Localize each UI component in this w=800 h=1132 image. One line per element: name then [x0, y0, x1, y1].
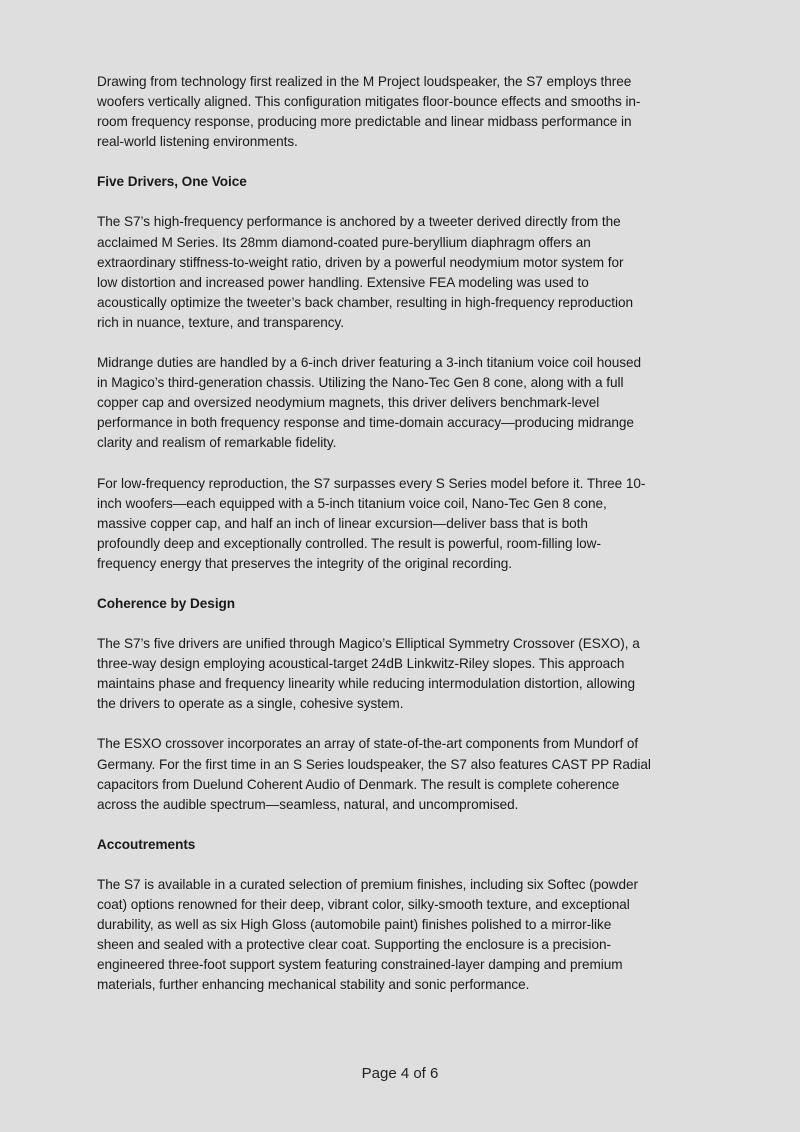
text-line: sheen and sealed with a protective clear coat. Supporting the enclosure is a precision-: [97, 937, 612, 953]
text-line: For low-frequency reproduction, the S7 surpasses every S Series model before it. Three 10-: [97, 475, 646, 491]
text-line: profoundly deep and exceptionally controlled. The result is powerful, room-filling low-: [97, 535, 601, 551]
text-line: The S7’s high-frequency performance is anchored by a tweeter derived directly from the: [97, 214, 621, 230]
text-line: real-world listening environments.: [97, 134, 298, 150]
text-line: materials, further enhancing mechanical stability and sonic performance.: [97, 977, 530, 993]
text-line: The S7’s five drivers are unified through Magico’s Elliptical Symmetry Crossover (ESXO), a: [97, 636, 640, 652]
text-line: durability, as well as six High Gloss (automobile paint) finishes polished to a mirror-like: [97, 917, 612, 933]
page-content: [97, 72, 737, 1015]
text-line: engineered three-foot support system featuring constrained-layer damping and premium: [97, 957, 623, 973]
text-line: in Magico’s third-generation chassis. Utilizing the Nano-Tec Gen 8 cone, along with a full: [97, 375, 624, 391]
text-line: maintains phase and frequency linearity while reducing intermodulation distortion, allowing: [97, 676, 635, 692]
text-line: The S7 is available in a curated selection of premium finishes, including six Softec (powder: [97, 876, 638, 892]
text-line: extraordinary stiffness-to-weight ratio, driven by a powerful neodymium motor system for: [97, 254, 624, 270]
text-line: The ESXO crossover incorporates an array of state-of-the-art components from Mundorf of: [97, 736, 639, 752]
text-line: acclaimed M Series. Its 28mm diamond-coated pure-beryllium diaphragm offers an: [97, 234, 591, 250]
text-line: Drawing from technology first realized in the M Project loudspeaker, the S7 employs three: [97, 74, 632, 89]
paragraph: [97, 875, 737, 996]
text-line: performance in both frequency response and time-domain accuracy—producing midrange: [97, 415, 634, 431]
text-line: Midrange duties are handled by a 6-inch driver featuring a 3-inch titanium voice coil housed: [97, 355, 641, 371]
text-line: across the audible spectrum—seamless, natural, and uncompromised.: [97, 796, 519, 812]
section-heading: [97, 172, 737, 192]
heading-text: Five Drivers, One Voice: [97, 174, 247, 190]
text-line: massive copper cap, and half an inch of linear excursion—deliver bass that is both: [97, 515, 588, 531]
page-number: Page 4 of 6: [361, 1065, 439, 1082]
text-line: coat) options renowned for their deep, vibrant color, silky-smooth texture, and exceptional: [97, 897, 630, 912]
text-line: copper cap and oversized neodymium magnets, this driver delivers benchmark-level: [97, 395, 600, 411]
heading-text: Accoutrements: [97, 836, 196, 852]
text-line: three-way design employing acoustical-target 24dB Linkwitz-Riley slopes. This approach: [97, 656, 625, 672]
paragraph: [97, 734, 737, 814]
text-line: frequency energy that preserves the integrity of the original recording.: [97, 555, 513, 571]
paragraph: [97, 634, 737, 714]
section-heading: [97, 594, 737, 614]
heading-text: Coherence by Design: [97, 595, 236, 611]
text-line: acoustically optimize the tweeter’s back chamber, resulting in high-frequency reproduction: [97, 294, 634, 310]
text-line: inch woofers—each equipped with a 5-inch titanium voice coil, Nano-Tec Gen 8 cone,: [97, 495, 607, 511]
text-line: low distortion and increased power handling. Extensive FEA modeling was used to: [97, 274, 589, 290]
paragraph: [97, 353, 737, 453]
paragraph: [97, 474, 737, 574]
paragraph: [97, 212, 737, 333]
text-line: woofers vertically aligned. This configuration mitigates floor-bounce effects and smooths in-: [97, 94, 641, 110]
text-line: room frequency response, producing more predictable and linear midbass performance in: [97, 114, 632, 130]
text-line: capacitors from Duelund Coherent Audio of Denmark. The result is complete coherence: [97, 776, 620, 792]
text-line: rich in nuance, texture, and transparency.: [97, 314, 345, 330]
text-line: the drivers to operate as a single, cohesive system.: [97, 696, 404, 712]
section-heading: [97, 835, 737, 855]
text-line: Germany. For the first time in an S Series loudspeaker, the S7 also features CAST PP Radial: [97, 756, 651, 772]
text-line: clarity and realism of remarkable fidelity.: [97, 435, 337, 451]
paragraph: [97, 72, 737, 152]
